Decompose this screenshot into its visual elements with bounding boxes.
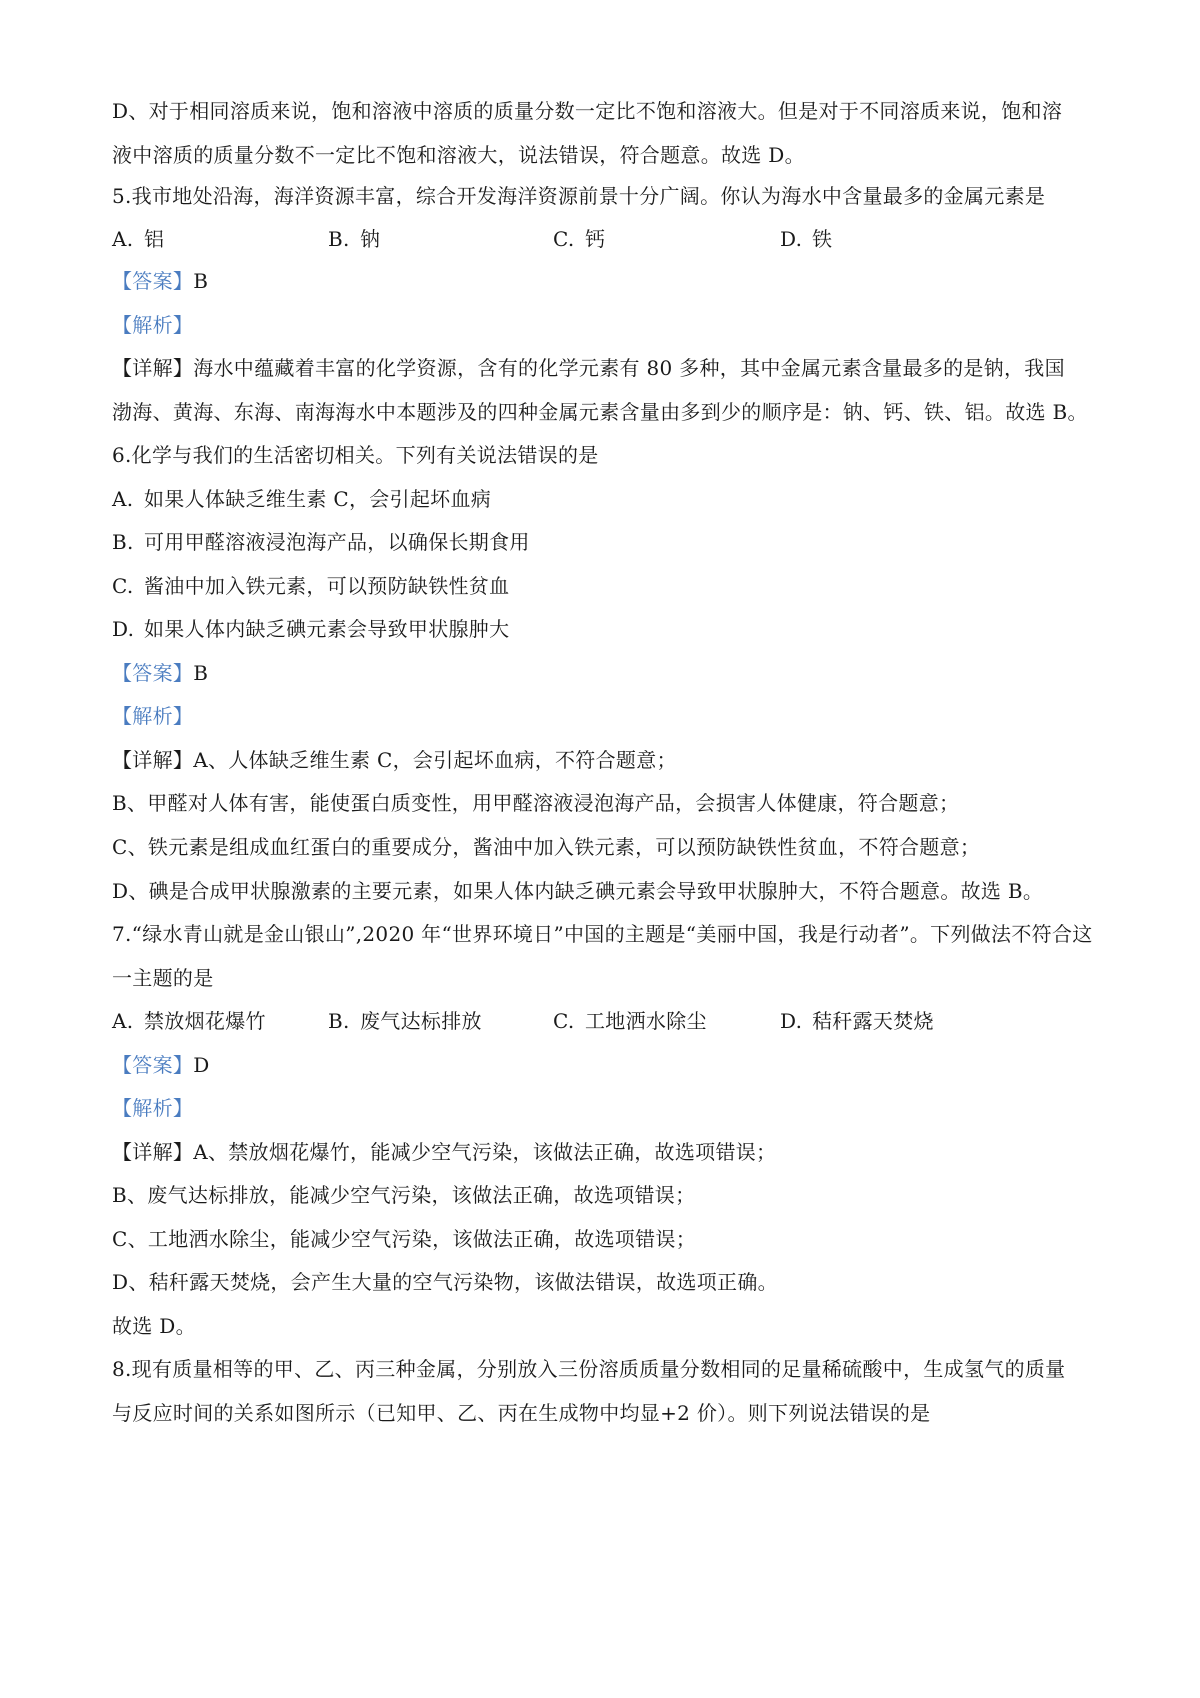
q5-option-d: D. 铁 [780, 227, 833, 251]
q6-detail-line-2: B、甲醛对人体有害，能使蛋白质变性，用甲醛溶液浸泡海产品，会损害人体健康，符合题意； [112, 791, 960, 815]
q7-stem-line-1: 7.“绿水青山就是金山银山”,2020 年“世界环境日”中国的主题是“美丽中国，我是行动者”。下列做法不符合这 [112, 922, 1093, 946]
q6-detail-line-4: D、碘是合成甲状腺激素的主要元素，如果人体内缺乏碘元素会导致甲状腺肿大，不符合题意。故选 B。 [112, 879, 1044, 903]
q7-option-c: C. 工地洒水除尘 [553, 1009, 707, 1033]
q7-stem-line-2: 一主题的是 [112, 966, 214, 990]
prev-option-d-line-2: 液中溶质的质量分数不一定比不饱和溶液大，说法错误，符合题意。故选 D。 [112, 143, 805, 167]
q6-detail-line-1: 【详解】A、人体缺乏维生素 C，会引起坏血病，不符合题意； [112, 748, 677, 772]
q5-stem: 5.我市地处沿海，海洋资源丰富，综合开发海洋资源前景十分广阔。你认为海水中含量最多的金属元素是 [112, 184, 1046, 208]
q7-option-a: A. 禁放烟花爆竹 [112, 1009, 266, 1033]
q5-analysis-label: 【解析】 [112, 313, 194, 337]
q6-analysis-label: 【解析】 [112, 704, 194, 728]
q5-option-b: B. 钠 [328, 227, 381, 251]
q8-stem-line-2: 与反应时间的关系如图所示（已知甲、乙、丙在生成物中均显+2 价）。则下列说法错误的是 [112, 1401, 931, 1425]
q8-stem-line-1: 8.现有质量相等的甲、乙、丙三种金属，分别放入三份溶质质量分数相同的足量稀硫酸中，生成氢气的质量 [112, 1357, 1066, 1381]
q6-option-a: A. 如果人体缺乏维生素 C，会引起坏血病 [112, 487, 492, 511]
q7-detail-line-5: 故选 D。 [112, 1314, 196, 1338]
q6-answer [112, 659, 1102, 687]
q6-stem: 6.化学与我们的生活密切相关。下列有关说法错误的是 [112, 443, 599, 467]
q5-option-a: A. 铝 [112, 227, 165, 251]
q5-detail-line-1: 【详解】海水中蕴藏着丰富的化学资源，含有的化学元素有 80 多种，其中金属元素含量最多的是钠，我国 [112, 356, 1065, 380]
q7-detail-line-3: C、工地洒水除尘，能减少空气污染，该做法正确，故选项错误； [112, 1227, 697, 1251]
answer-label: 【答案】 [112, 661, 194, 685]
q6-detail-line-3: C、铁元素是组成血红蛋白的重要成分，酱油中加入铁元素，可以预防缺铁性贫血，不符合题意； [112, 835, 981, 859]
q7-option-b: B. 废气达标排放 [328, 1009, 482, 1033]
q6-option-d: D. 如果人体内缺乏碘元素会导致甲状腺肿大 [112, 617, 510, 641]
answer-label: 【答案】 [112, 269, 194, 293]
q7-answer [112, 1051, 1102, 1079]
q6-option-c: C. 酱油中加入铁元素，可以预防缺铁性贫血 [112, 574, 510, 598]
q5-option-c: C. 钙 [553, 227, 606, 251]
q7-analysis-label: 【解析】 [112, 1096, 194, 1120]
answer-value: B [193, 269, 209, 293]
answer-label: 【答案】 [112, 1053, 194, 1077]
q7-detail-line-1: 【详解】A、禁放烟花爆竹，能减少空气污染，该做法正确，故选项错误； [112, 1140, 777, 1164]
q7-detail-line-2: B、废气达标排放，能减少空气污染，该做法正确，故选项错误； [112, 1183, 696, 1207]
q6-option-b: B. 可用甲醛溶液浸泡海产品，以确保长期食用 [112, 530, 530, 554]
q7-option-d: D. 秸秆露天焚烧 [780, 1009, 934, 1033]
answer-value: B [193, 661, 209, 685]
prev-option-d-line-1: D、对于相同溶质来说，饱和溶液中溶质的质量分数一定比不饱和溶液大。但是对于不同溶质来说，饱和溶 [112, 99, 1063, 123]
q7-detail-line-4: D、秸秆露天焚烧，会产生大量的空气污染物，该做法错误，故选项正确。 [112, 1270, 778, 1294]
answer-value: D [193, 1053, 210, 1077]
q5-answer [112, 267, 1102, 295]
q5-detail-line-2: 渤海、黄海、东海、南海海水中本题涉及的四种金属元素含量由多到少的顺序是：钠、钙、铁、铝。故选 B。 [112, 400, 1088, 424]
